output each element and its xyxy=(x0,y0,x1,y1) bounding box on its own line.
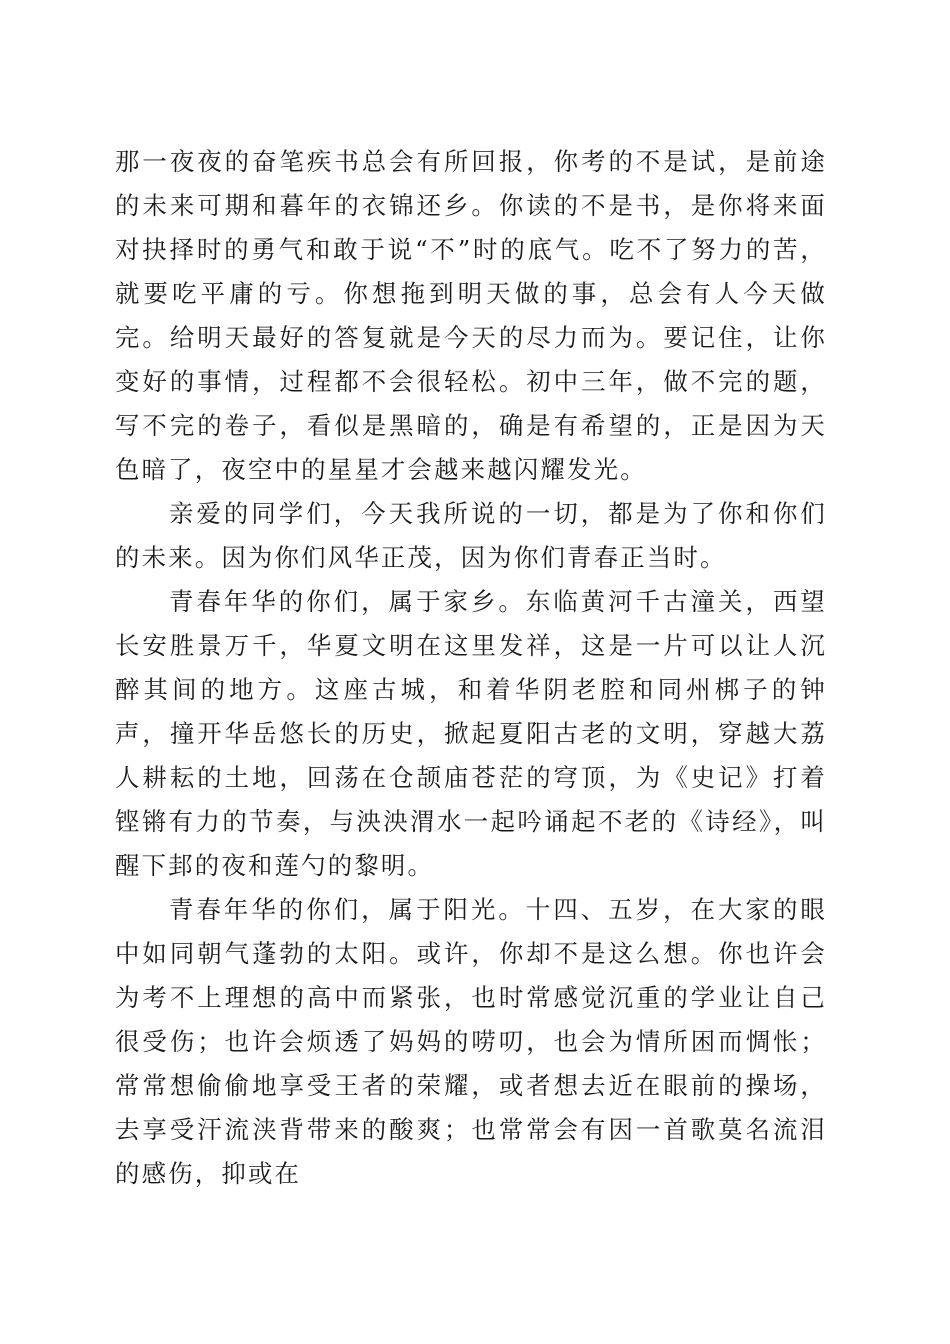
paragraph-3: 青春年华的你们，属于家乡。东临黄河千古潼关，西望长安胜景万千，华夏文明在这里发祥，这是一片可以让人沉醉其间的地方。这座古城，和着华阴老腔和同州梆子的钟声，撞开华岳悠长的历史，掀起夏阳古老的文明，穿越大荔人耕耘的土地，回荡在仓颉庙苍茫的穹顶，为《史记》打着铿锵有力的节奏，与泱泱渭水一起吟诵起不老的《诗经》，叫醒下邽的夜和莲勺的黎明。 xyxy=(115,587,827,880)
paragraph-1: 那一夜夜的奋笔疾书总会有所回报，你考的不是试，是前途的未来可期和暮年的衣锦还乡。你读的不是书，是你将来面对抉择时的勇气和敢于说“不”时的底气。吃不了努力的苦，就要吃平庸的亏。你想拖到明天做的事，总会有人今天做完。给明天最好的答复就是今天的尽力而为。要记住，让你变好的事情，过程都不会很轻松。初中三年，做不完的题，写不完的卷子，看似是黑暗的，确是有希望的，正是因为天色暗了，夜空中的星星才会越来越闪耀发光。 xyxy=(115,147,827,484)
body-text xyxy=(115,140,827,1196)
paragraph-4: 青春年华的你们，属于阳光。十四、五岁，在大家的眼中如同朝气蓬勃的太阳。或许，你却不是这么想。你也许会为考不上理想的高中而紧张，也时常感觉沉重的学业让自己很受伤；也许会烦透了妈妈的唠叨，也会为情所困而惆怅；常常想偷偷地享受王者的荣耀，或者想去近在眼前的操场，去享受汗流浃背带来的酸爽；也常常会有因一首歌莫名流泪的感伤，抑或在 xyxy=(115,895,827,1188)
paragraph-2: 亲爱的同学们，今天我所说的一切，都是为了你和你们的未来。因为你们风华正茂，因为你们青春正当时。 xyxy=(115,499,827,572)
